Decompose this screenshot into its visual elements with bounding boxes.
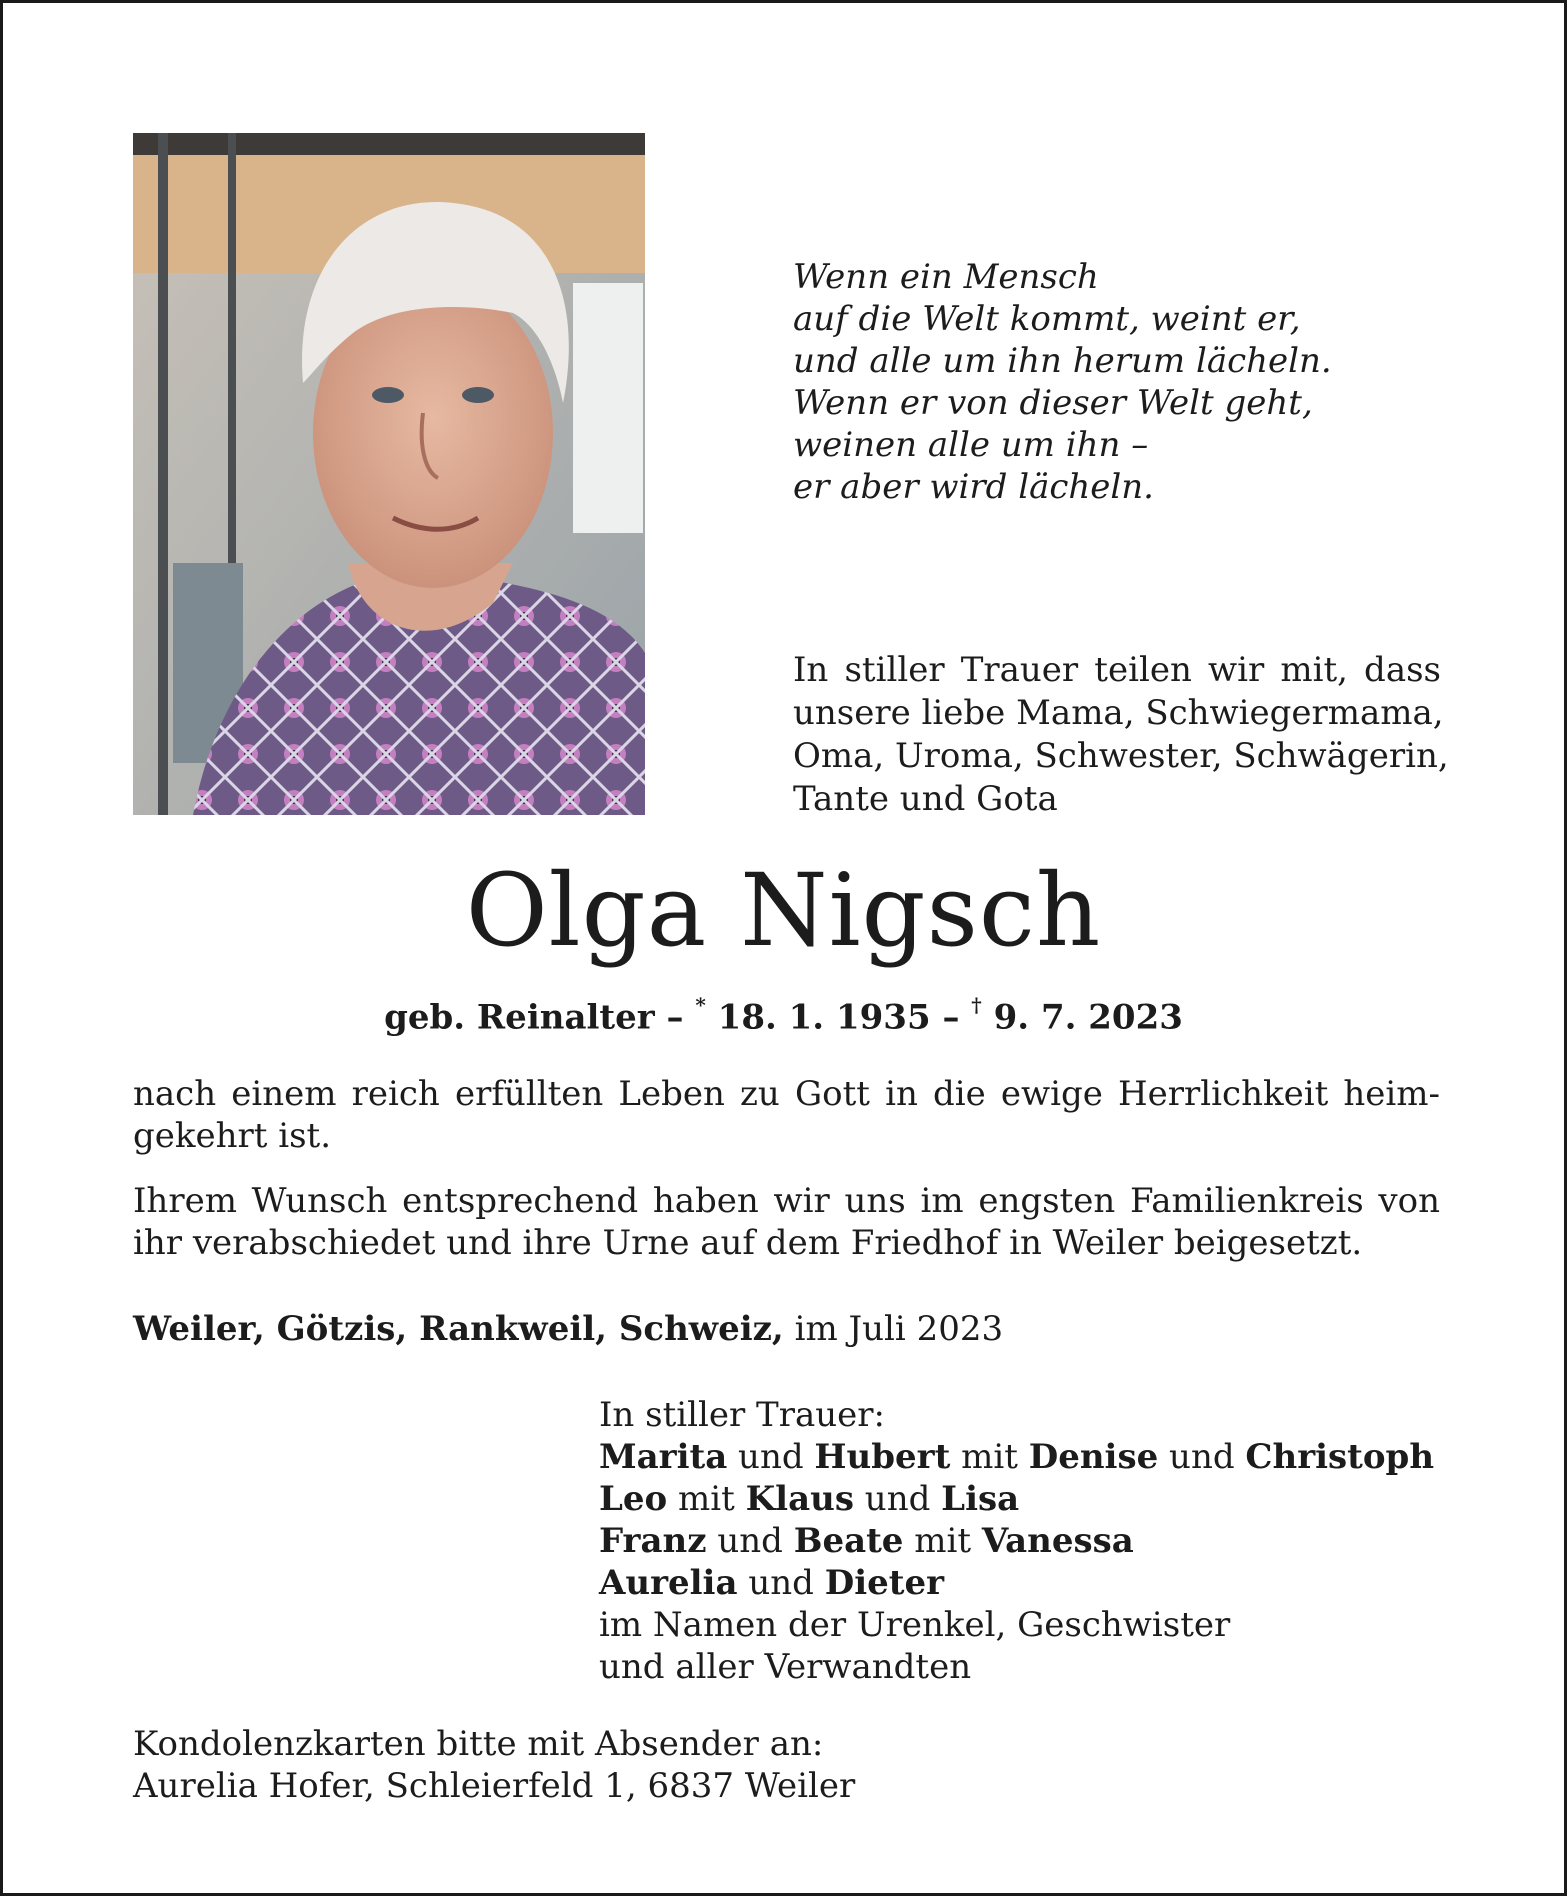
- places: Weiler, Götzis, Rankweil, Schweiz,: [133, 1309, 784, 1349]
- family-member-name: Dieter: [824, 1563, 944, 1603]
- dash: –: [666, 997, 684, 1038]
- body-line: nach einem reich erfüllten Leben zu Gott in die ewige Herrlichkeit heim-: [133, 1074, 1440, 1114]
- family-member-name: Aurelia: [599, 1563, 738, 1603]
- place-and-date: [133, 1308, 1440, 1350]
- poem-line: und alle um ihn herum lächeln.: [793, 341, 1332, 381]
- poem-line: auf die Welt kommt, weint er,: [793, 299, 1301, 339]
- portrait-photo-icon: [133, 133, 645, 815]
- dash: –: [942, 997, 960, 1038]
- signature-heading: In stiller Trauer:: [599, 1395, 885, 1435]
- condolence-line: Kondolenzkarten bitte mit Absender an:: [133, 1724, 824, 1764]
- family-member-name: Denise: [1028, 1437, 1159, 1477]
- family-member-name: Klaus: [745, 1479, 854, 1519]
- death-date: 9. 7. 2023: [993, 997, 1183, 1038]
- birth-date: 18. 1. 1935: [717, 997, 931, 1038]
- connector-text: mit: [903, 1521, 982, 1561]
- signature-row: [599, 1520, 1499, 1562]
- body-paragraph-1: [133, 1073, 1440, 1157]
- poem-line: Wenn ein Mensch: [793, 257, 1099, 297]
- date-text: im Juli 2023: [794, 1309, 1004, 1349]
- signature-row: [599, 1478, 1499, 1520]
- poem: [793, 256, 1493, 508]
- family-member-name: Franz: [599, 1521, 707, 1561]
- condolence-line: Aurelia Hofer, Schleierfeld 1, 6837 Weiler: [133, 1766, 856, 1806]
- intro-line: Oma, Uroma, Schwester, Schwägerin,: [793, 736, 1449, 776]
- connector-text: mit: [950, 1437, 1029, 1477]
- signature-row: [599, 1562, 1499, 1604]
- life-dates: [3, 988, 1564, 1038]
- death-symbol: †: [971, 993, 982, 1017]
- family-member-name: Lisa: [941, 1479, 1020, 1519]
- deceased-name: Olga Nigsch: [465, 852, 1102, 969]
- poem-line: Wenn er von dieser Welt geht,: [793, 383, 1313, 423]
- intro-line: unsere liebe Mama, Schwiegermama,: [793, 693, 1444, 733]
- birth-symbol: *: [695, 993, 706, 1017]
- signature-footer: und aller Verwandten: [599, 1647, 972, 1687]
- poem-line: weinen alle um ihn –: [793, 425, 1149, 465]
- connector-text: und: [706, 1521, 794, 1561]
- signature-rows: [599, 1436, 1499, 1604]
- connector-text: und: [727, 1437, 815, 1477]
- connector-text: mit: [667, 1479, 746, 1519]
- body-paragraph-2: [133, 1180, 1440, 1264]
- condolence-address: [133, 1723, 1033, 1807]
- signature-row: [599, 1436, 1499, 1478]
- body-line: ihr verabschiedet und ihre Urne auf dem Friedhof in Weiler beigesetzt.: [133, 1223, 1363, 1263]
- body-line: gekehrt ist.: [133, 1116, 332, 1156]
- intro-text: [793, 649, 1449, 821]
- family-member-name: Beate: [793, 1521, 904, 1561]
- born-name: geb. Reinalter: [384, 997, 655, 1038]
- portrait-photo: [133, 133, 645, 815]
- body-line: Ihrem Wunsch entsprechend haben wir uns im engsten Familienkreis von: [133, 1181, 1440, 1221]
- connector-text: und: [1158, 1437, 1246, 1477]
- signature-footer: im Namen der Urenkel, Geschwister: [599, 1605, 1231, 1645]
- intro-line: Tante und Gota: [793, 779, 1058, 819]
- connector-text: und: [853, 1479, 942, 1519]
- connector-text: und: [737, 1563, 825, 1603]
- poem-line: er aber wird lächeln.: [793, 467, 1154, 507]
- family-member-name: Christoph: [1245, 1437, 1435, 1477]
- signature-block: [599, 1394, 1499, 1688]
- family-member-name: Vanessa: [981, 1521, 1134, 1561]
- family-member-name: Leo: [599, 1479, 668, 1519]
- family-member-name: Hubert: [814, 1437, 951, 1477]
- family-member-name: Marita: [599, 1437, 728, 1477]
- intro-line: In stiller Trauer teilen wir mit, dass: [793, 650, 1441, 690]
